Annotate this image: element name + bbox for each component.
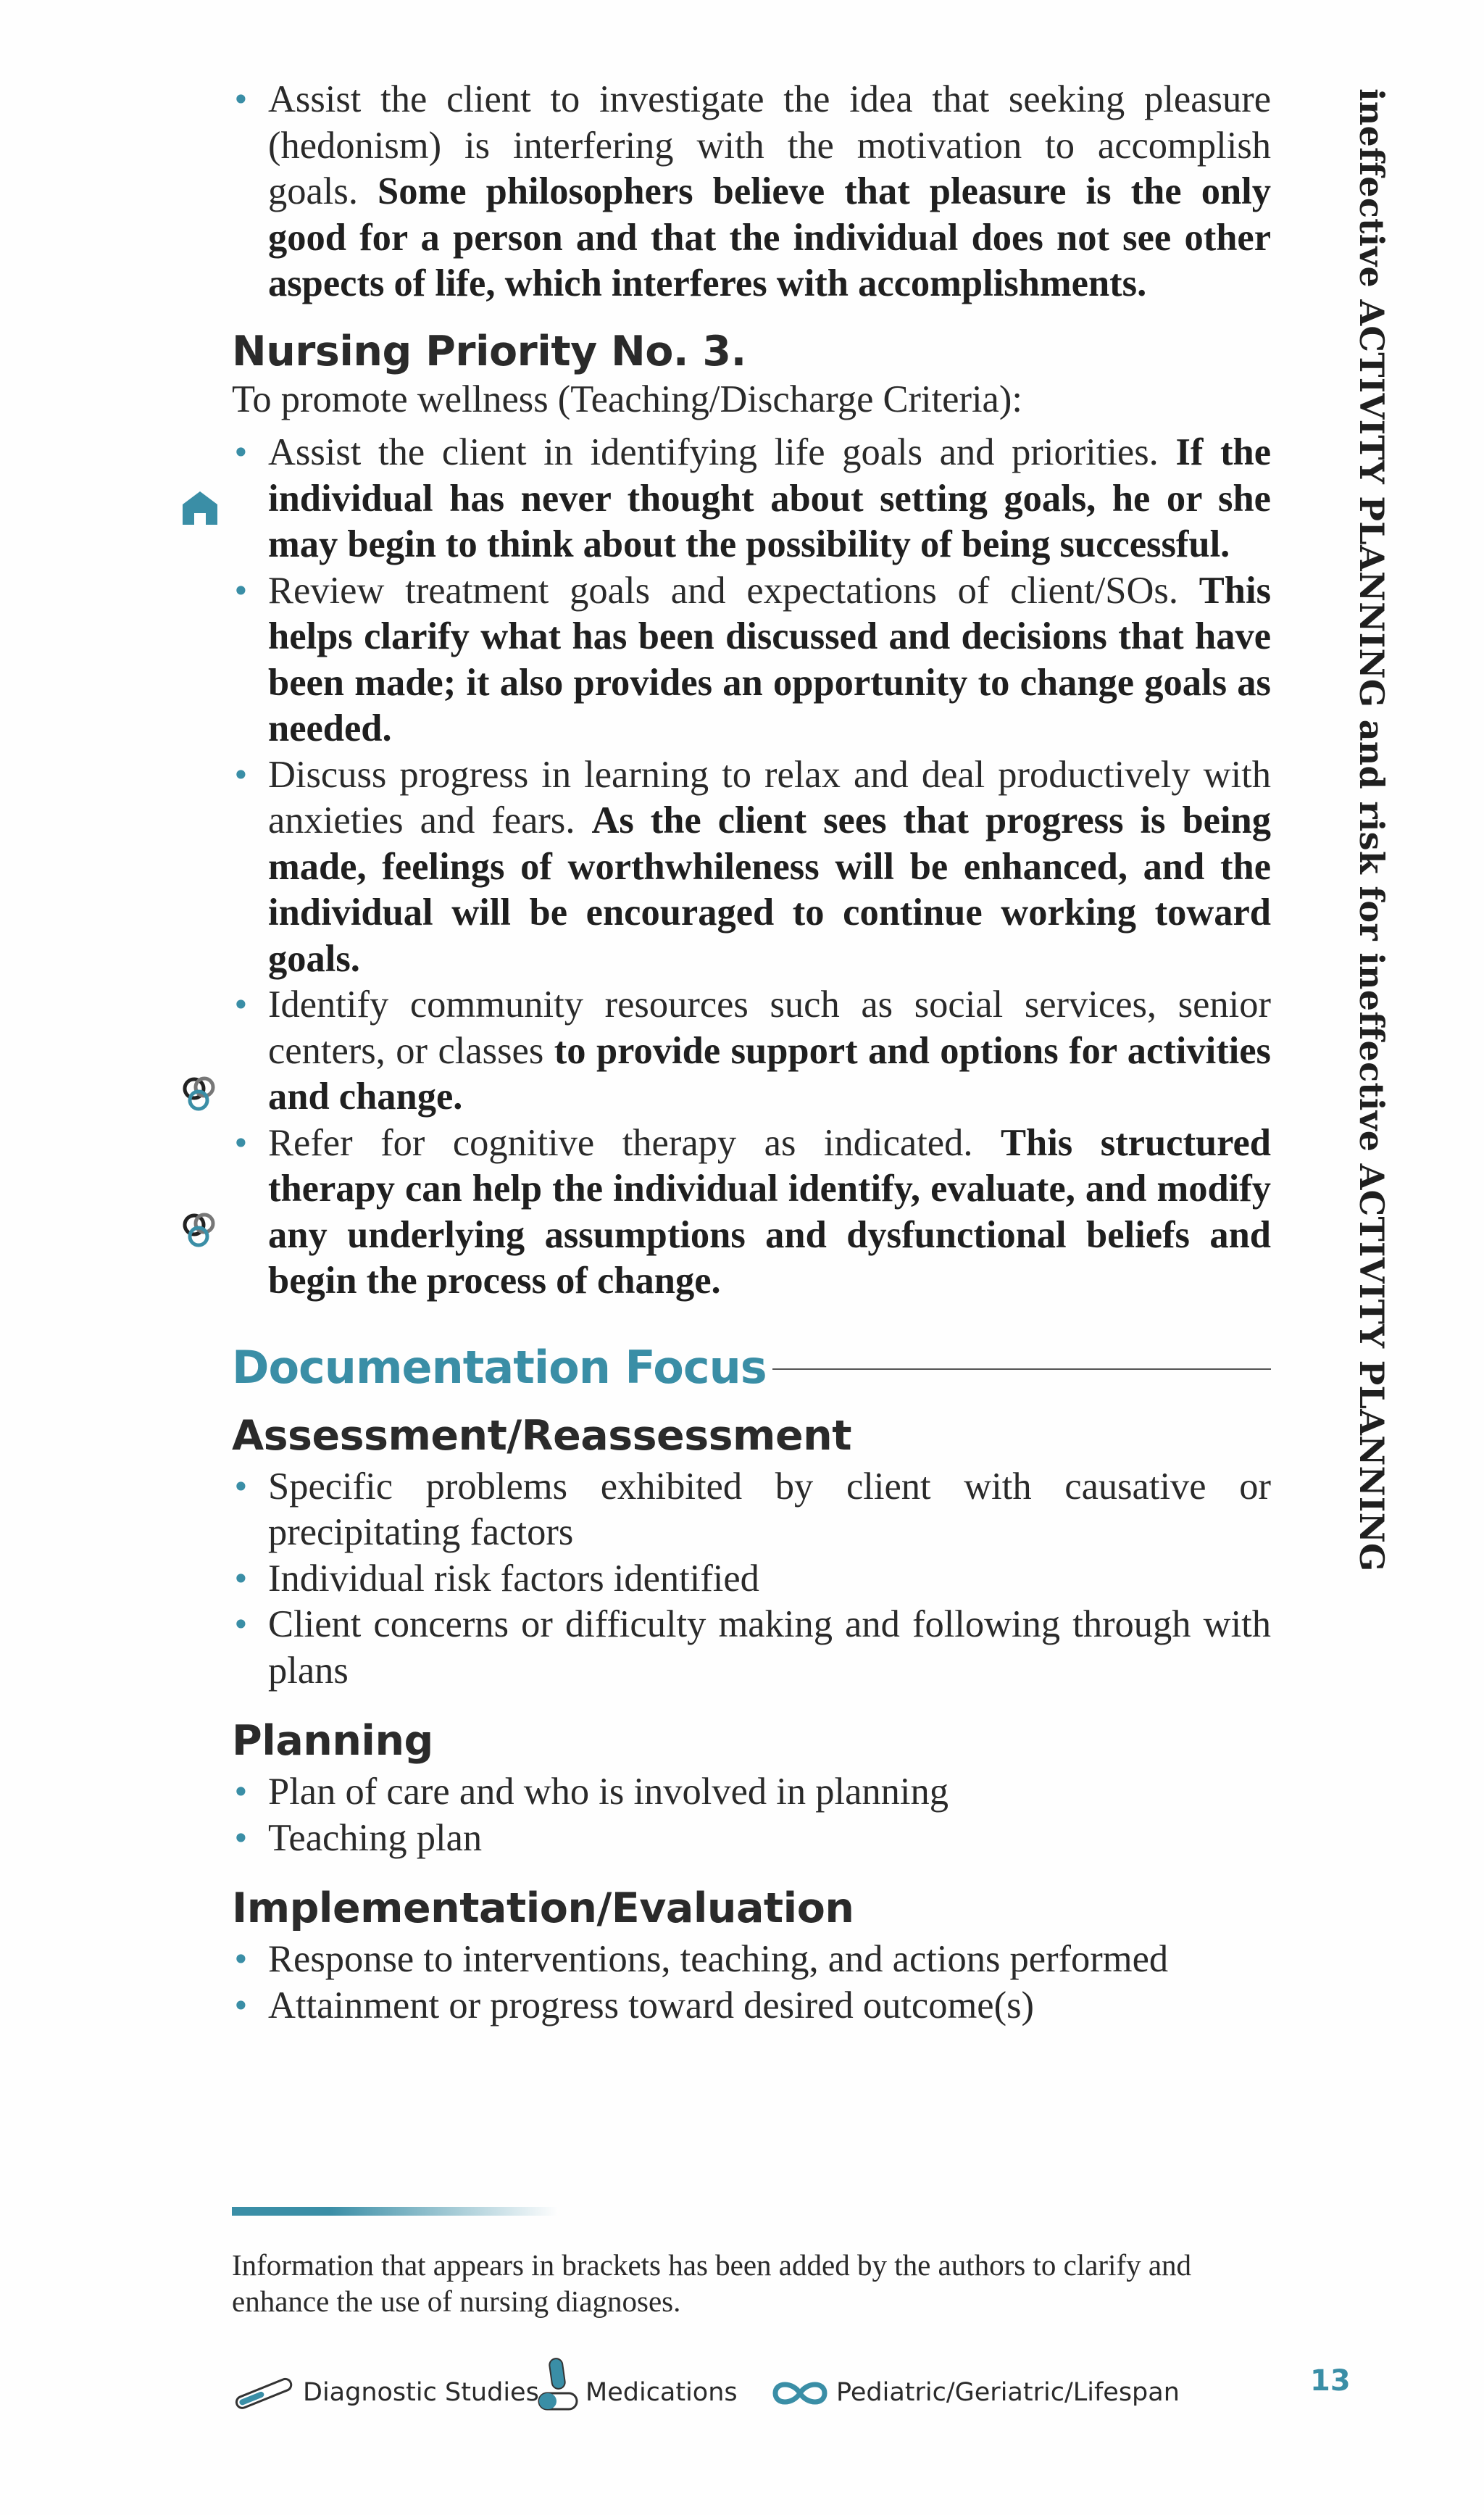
assessment-heading: Assessment/Reassessment: [232, 1411, 851, 1460]
item-rationale: As the client sees that progress is being made, feelings of worthwhileness will be enhanced, and the individual will be encouraged to continue working toward goals.: [268, 799, 1271, 980]
item-text: Identify community resources such as social services, senior centers, or classes: [268, 984, 1271, 1072]
documentation-focus-header: [232, 1335, 1271, 1400]
item-text: Refer for cognitive therapy as indicated.: [268, 1121, 1001, 1164]
item-text: Review treatment goals and expectations of client/SOs.: [268, 569, 1199, 612]
list-item: • Client concerns or difficulty making and following through with plans: [232, 1602, 1271, 1694]
running-title: [1335, 88, 1400, 1581]
infinity-icon: [770, 2373, 830, 2414]
main-column: [232, 77, 1271, 2029]
legend-lifespan: [770, 2356, 1180, 2414]
list-item: [232, 77, 1271, 307]
medication-icon: [536, 2356, 580, 2414]
list-item: • Individual risk factors identified: [232, 1556, 1271, 1602]
running-title-part: and risk for ineffective: [1352, 707, 1391, 1164]
item-rationale: If the individual has never thought about setting goals, he or she may begin to think about the possibility of being successful.: [268, 431, 1271, 565]
legend-medications: [536, 2356, 738, 2414]
item-text: Discuss progress in learning to relax and deal productively with anxieties and fears.: [268, 753, 1271, 841]
list-item: • Plan of care and who is involved in planning: [232, 1769, 1271, 1816]
priority-heading: Nursing Priority No. 3.: [232, 327, 746, 375]
item-rationale: This structured therapy can help the individual identify, evaluate, and modify any underlying assumptions and dysfunctional beliefs and begin the process of change.: [268, 1121, 1271, 1302]
home-care-icon: [180, 487, 220, 528]
list-item: [232, 982, 1271, 1121]
running-title-part: ACTIVITY PLANNING: [1352, 1163, 1391, 1572]
list-item: • Response to interventions, teaching, and actions performed: [232, 1937, 1271, 1983]
implementation-heading: Implementation/Evaluation: [232, 1884, 854, 1932]
item-rationale: Some philosophers believe that pleasure is the only good for a person and that the individual does not see other aspects of life, which interferes with accomplishments.: [268, 170, 1271, 304]
priority-intro: To promote wellness (Teaching/Discharge Criteria):: [232, 378, 1022, 420]
collaborative-icon: [180, 1209, 220, 1250]
legend-diagnostic-label: Diagnostic Studies: [303, 2378, 539, 2407]
item-text: Assist the client in identifying life goals and priorities.: [268, 431, 1176, 473]
list-item: [232, 430, 1271, 568]
item-rationale: to provide support and options for activities and change.: [268, 1029, 1271, 1118]
running-title-part: ineffective: [1352, 88, 1391, 300]
list-item: [232, 1121, 1271, 1305]
list-item: • Attainment or progress toward desired outcome(s): [232, 1983, 1271, 2029]
list-item: [232, 568, 1271, 752]
test-tube-icon: [232, 2373, 297, 2414]
list-item: • Specific problems exhibited by client with causative or precipitating factors: [232, 1464, 1271, 1556]
documentation-focus-title: Documentation Focus: [232, 1340, 767, 1394]
footnote-rule: [232, 2207, 558, 2216]
running-title-part: ACTIVITY PLANNING: [1352, 299, 1391, 708]
page-number: 13: [1310, 2364, 1351, 2398]
section-rule: [772, 1368, 1271, 1370]
list-item: [232, 752, 1271, 983]
planning-heading: Planning: [232, 1717, 433, 1765]
item-text: Assist the client to investigate the idea that seeking pleasure (hedonism) is interfering with the motivation to accomplish goals.: [268, 78, 1271, 212]
legend-lifespan-label: Pediatric/Geriatric/Lifespan: [836, 2378, 1180, 2407]
collaborative-icon: [180, 1073, 220, 1113]
legend-medications-label: Medications: [585, 2378, 738, 2407]
item-rationale: This helps clarify what has been discussed and decisions that have been made; it also provides an opportunity to change goals as needed.: [268, 569, 1271, 749]
list-item: • Teaching plan: [232, 1816, 1271, 1862]
footnote: Information that appears in brackets has been added by the authors to clarify and enhance the use of nursing diagnoses.: [232, 2248, 1192, 2318]
legend-diagnostic: [232, 2356, 539, 2414]
icon-legend: [232, 2356, 1362, 2414]
